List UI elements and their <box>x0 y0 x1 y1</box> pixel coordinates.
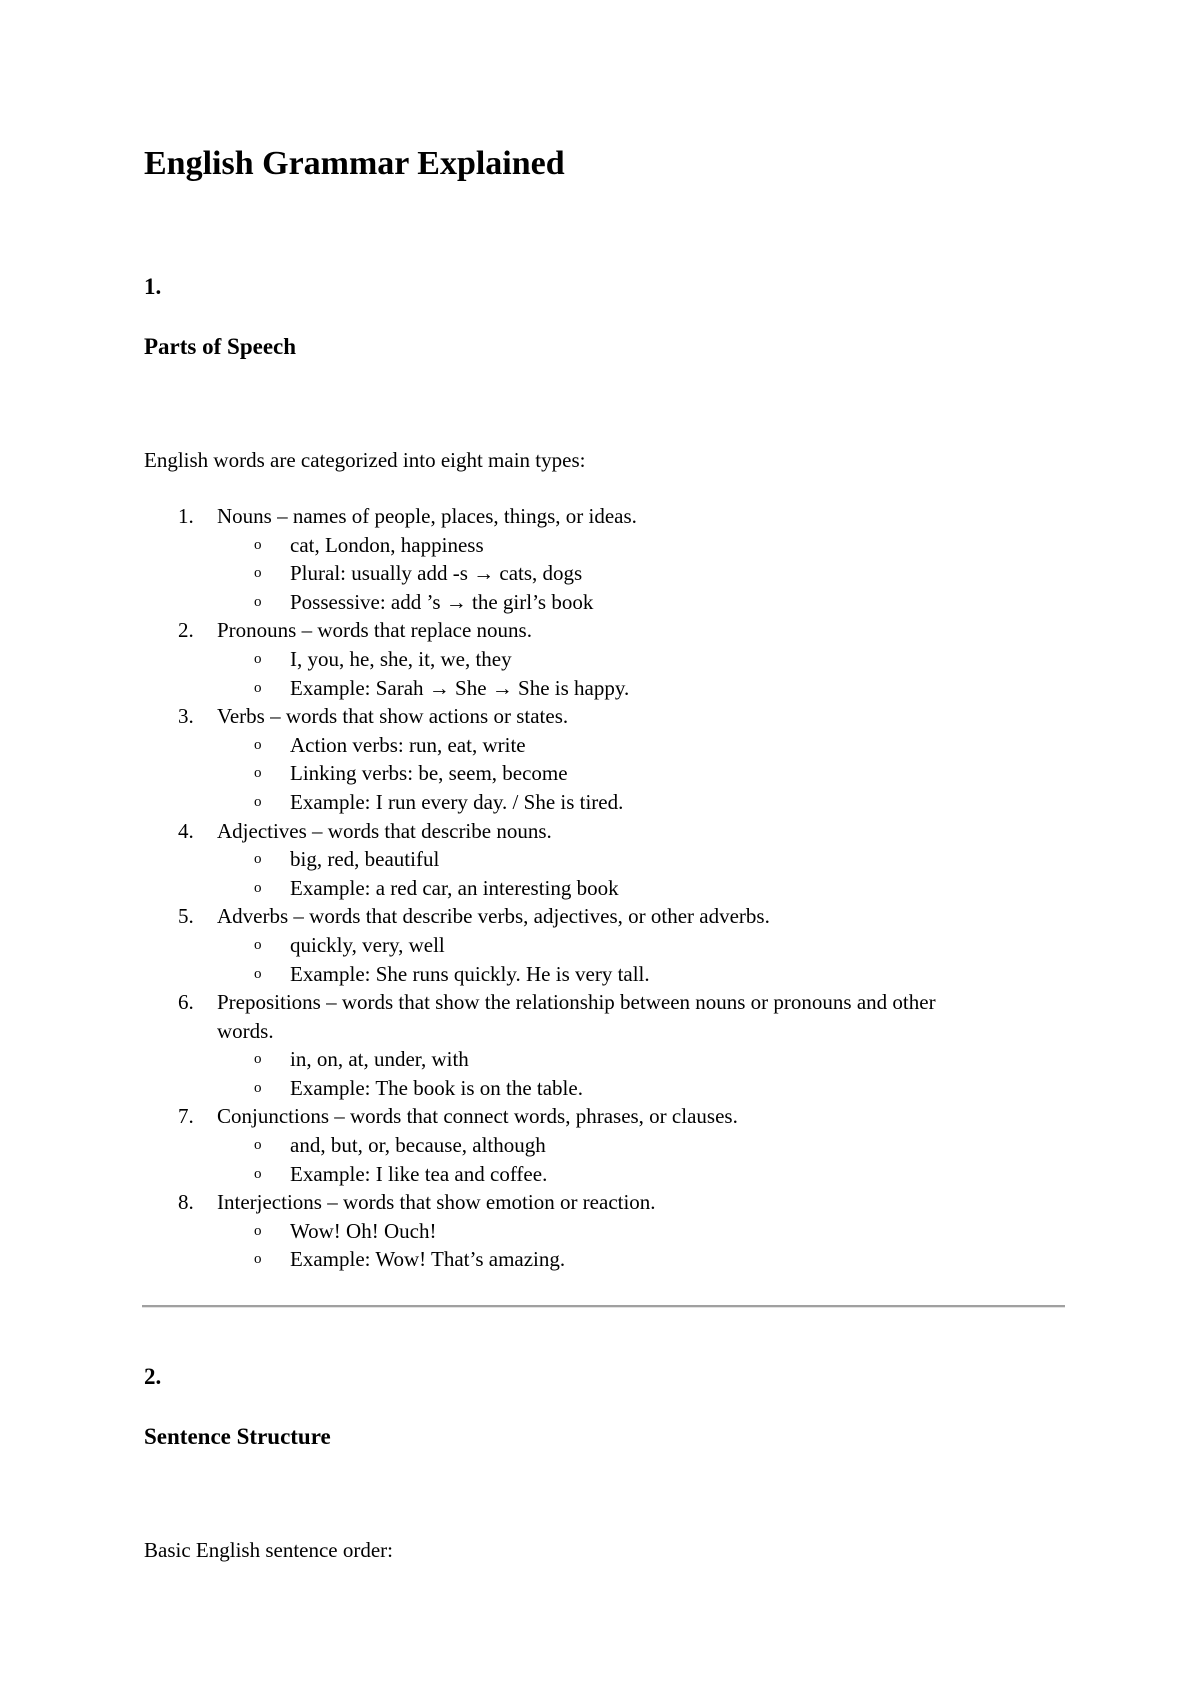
sub-list-item <box>0 588 1200 617</box>
list-item-number: 7. <box>178 1104 194 1129</box>
list-item <box>0 902 1200 931</box>
sub-list-item <box>0 845 1200 874</box>
bullet-icon: o <box>254 765 262 782</box>
list-item-number: 2. <box>178 618 194 643</box>
list-item-text: Prepositions – words that show the relationship between nouns or pronouns and other <box>217 990 936 1015</box>
sub-list-item-text: Example: Wow! That’s amazing. <box>290 1247 566 1272</box>
list-item-continuation <box>0 1017 1200 1046</box>
list-item <box>0 616 1200 645</box>
sub-list-item <box>0 759 1200 788</box>
bullet-icon: o <box>254 965 262 982</box>
section-1-heading: Parts of Speech <box>144 334 297 359</box>
bullet-icon: o <box>254 1165 262 1182</box>
sub-list-item-text: in, on, at, under, with <box>290 1047 469 1072</box>
sub-list-item <box>0 531 1200 560</box>
sub-list-item <box>0 788 1200 817</box>
list-item-number: 6. <box>178 990 194 1015</box>
sub-list-item <box>0 1245 1200 1274</box>
list-item <box>0 702 1200 731</box>
list-item-number: 3. <box>178 704 194 729</box>
list-item-text: Interjections – words that show emotion or reaction. <box>217 1190 656 1215</box>
sub-list-item-text: Example: The book is on the table. <box>290 1075 583 1100</box>
list-item-number: 5. <box>178 904 194 929</box>
sub-list-item-text: Example: Sarah → She → She is happy. <box>290 675 630 700</box>
document-title: English Grammar Explained <box>144 145 565 182</box>
list-item <box>0 988 1200 1017</box>
sub-list-item <box>0 931 1200 960</box>
sub-list-item-text: Linking verbs: be, seem, become <box>290 761 568 786</box>
sub-list-item-text: I, you, he, she, it, we, they <box>290 646 512 671</box>
list-item-text-continued: words. <box>217 1018 274 1043</box>
list-item <box>0 817 1200 846</box>
sub-list-item-text: Wow! Oh! Ouch! <box>290 1218 437 1243</box>
sub-list-item-text: Example: a red car, an interesting book <box>290 875 619 900</box>
sub-list-item <box>0 1074 1200 1103</box>
list-item-text: Nouns – names of people, places, things, or ideas. <box>217 504 637 528</box>
list-item-number: 1. <box>178 504 194 528</box>
bullet-icon: o <box>254 936 262 953</box>
list-item-text: Conjunctions – words that connect words, phrases, or clauses. <box>217 1104 738 1129</box>
sub-list-item-text: cat, London, happiness <box>290 532 484 557</box>
sub-list-item <box>0 1160 1200 1189</box>
sub-list-item <box>0 960 1200 989</box>
list-item-text: Adjectives – words that describe nouns. <box>217 818 552 843</box>
section-2-number: 2. <box>144 1364 162 1389</box>
sub-list-item <box>0 731 1200 760</box>
section-1-number: 1. <box>144 274 162 299</box>
sub-list-item-text: Example: I run every day. / She is tired. <box>290 789 624 814</box>
list-item-text: Pronouns – words that replace nouns. <box>217 618 532 643</box>
sub-list-item <box>0 559 1200 588</box>
sub-list-item-text: Action verbs: run, eat, write <box>290 732 526 757</box>
list-item <box>0 1102 1200 1131</box>
bullet-icon: o <box>254 1137 262 1154</box>
horizontal-rule <box>142 1305 1065 1308</box>
sub-list-item <box>0 645 1200 674</box>
bullet-icon: o <box>254 1222 262 1239</box>
sub-list-item-text: Plural: usually add -s → cats, dogs <box>290 561 583 586</box>
sub-list-item-text: and, but, or, because, although <box>290 1133 546 1158</box>
list-item <box>0 1188 1200 1217</box>
section-2-heading: Sentence Structure <box>144 1424 331 1449</box>
list-item <box>0 502 1200 531</box>
list-item-number: 8. <box>178 1190 194 1215</box>
sub-list-item-text: Possessive: add ’s → the girl’s book <box>290 589 594 614</box>
list-item-text: Verbs – words that show actions or states. <box>217 704 569 729</box>
bullet-icon: o <box>254 536 262 553</box>
bullet-icon: o <box>254 593 262 610</box>
bullet-icon: o <box>254 793 262 810</box>
sub-list-item-text: Example: I like tea and coffee. <box>290 1161 548 1186</box>
bullet-icon: o <box>254 679 262 696</box>
bullet-icon: o <box>254 851 262 868</box>
sub-list-item <box>0 674 1200 703</box>
section-2-intro: Basic English sentence order: <box>144 1538 394 1562</box>
bullet-icon: o <box>254 879 262 896</box>
list-item-text: Adverbs – words that describe verbs, adjectives, or other adverbs. <box>217 904 770 929</box>
sub-list-item <box>0 1217 1200 1246</box>
sub-list-item-text: big, red, beautiful <box>290 847 440 872</box>
bullet-icon: o <box>254 650 262 667</box>
bullet-icon: o <box>254 736 262 753</box>
parts-of-speech-list <box>0 502 1200 1274</box>
bullet-icon: o <box>254 1079 262 1096</box>
sub-list-item <box>0 1045 1200 1074</box>
section-1-intro: English words are categorized into eight main types: <box>144 448 586 472</box>
list-item-number: 4. <box>178 818 194 843</box>
bullet-icon: o <box>254 565 262 582</box>
sub-list-item-text: quickly, very, well <box>290 932 445 957</box>
bullet-icon: o <box>254 1051 262 1068</box>
sub-list-item <box>0 874 1200 903</box>
sub-list-item <box>0 1131 1200 1160</box>
bullet-icon: o <box>254 1251 262 1268</box>
sub-list-item-text: Example: She runs quickly. He is very tall. <box>290 961 650 986</box>
